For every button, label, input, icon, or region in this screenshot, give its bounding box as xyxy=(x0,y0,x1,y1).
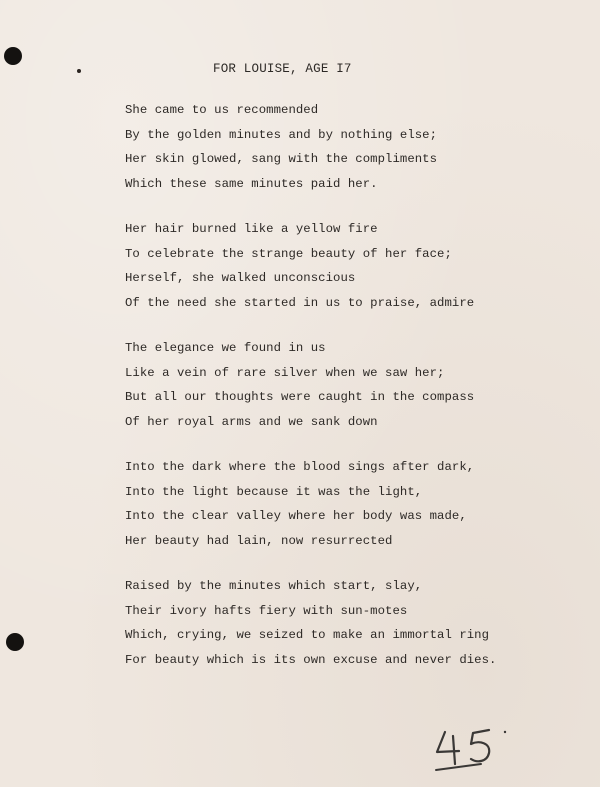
poem-line: Her skin glowed, sang with the compliments xyxy=(125,152,438,166)
poem-line: Her beauty had lain, now resurrected xyxy=(125,533,393,548)
punch-hole-bottom xyxy=(6,633,24,651)
punch-hole-top xyxy=(4,47,22,65)
stanza-5 xyxy=(125,574,565,672)
poem-line: Raised by the minutes which start, slay, xyxy=(125,579,423,593)
poem-line: She came to us recommended xyxy=(125,103,319,117)
stanza-3 xyxy=(125,336,565,434)
poem-line: Which, crying, we seized to make an immortal ring xyxy=(125,628,490,642)
poem-line: Of the need she started in us to praise, admire xyxy=(125,295,475,310)
poem-title: FOR LOUISE, AGE I7 xyxy=(213,62,352,76)
handwritten-page-number xyxy=(433,720,513,775)
stanza-2 xyxy=(125,217,565,315)
poem-line: To celebrate the strange beauty of her face; xyxy=(125,246,452,261)
poem-line: Her hair burned like a yellow fire xyxy=(125,222,378,236)
poem-line: Into the light because it was the light, xyxy=(125,484,423,499)
stanza-1 xyxy=(125,98,565,196)
poem-line: Like a vein of rare silver when we saw her; xyxy=(125,365,445,380)
poem-line: Which these same minutes paid her. xyxy=(125,176,378,191)
poem-line: But all our thoughts were caught in the compass xyxy=(125,390,475,404)
stanza-4 xyxy=(125,455,565,553)
ink-speck xyxy=(77,69,81,73)
poem-line: Into the clear valley where her body was made, xyxy=(125,509,467,523)
poem-line: For beauty which is its own excuse and never dies. xyxy=(125,652,497,667)
poem-line: Into the dark where the blood sings after dark, xyxy=(125,460,475,474)
poem-line: The elegance we found in us xyxy=(125,341,326,355)
poem-line: Herself, she walked unconscious xyxy=(125,271,356,285)
poem-line: By the golden minutes and by nothing else; xyxy=(125,127,438,142)
poem-body xyxy=(125,98,565,693)
poem-line: Of her royal arms and we sank down xyxy=(125,414,378,429)
poem-line: Their ivory hafts fiery with sun-motes xyxy=(125,603,408,618)
